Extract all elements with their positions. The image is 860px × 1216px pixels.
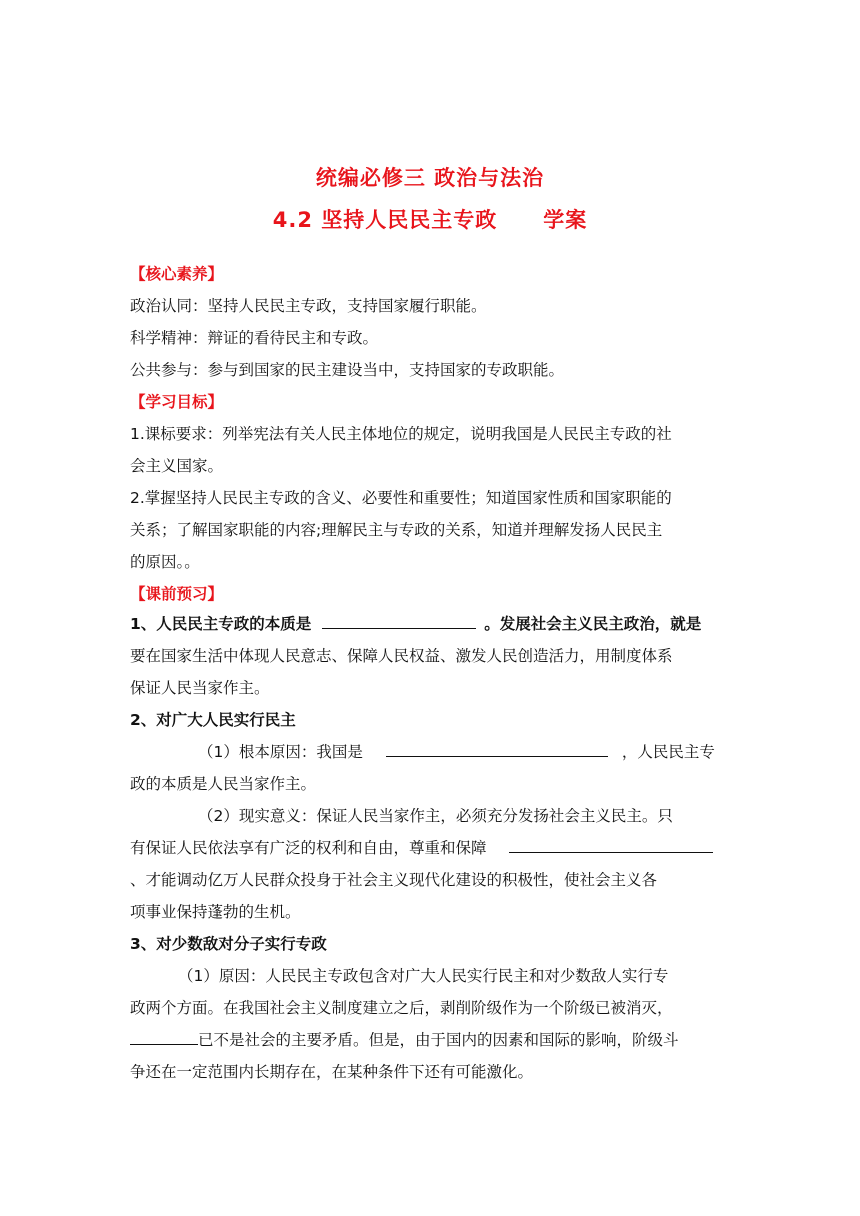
question-2-line: 政的本质是人民当家作主。 [130, 775, 317, 793]
lesson-title-right: 学案 [543, 208, 588, 232]
question-2-point-1-suffix: ，人民民主专 [621, 743, 715, 761]
question-2-line: 、才能调动亿万人民群众投身于社会主义现代化建设的积极性，使社会主义各 [130, 871, 658, 889]
question-1-line: 保证人民当家作主。 [130, 679, 270, 697]
lesson-title [0, 204, 860, 234]
question-3-line: 政两个方面。在我国社会主义制度建立之后，剥削阶级作为一个阶级已被消灭， [130, 999, 673, 1017]
question-2-heading: 2、对广大人民实行民主 [130, 711, 296, 729]
question-2-point-1 [198, 740, 715, 762]
section-heading-goals: 【学习目标】 [130, 393, 224, 411]
question-3-line-suffix: 已不是社会的主要矛盾。但是，由于国内的因素和国际的影响，阶级斗 [198, 1031, 679, 1049]
goals-line: 2.掌握坚持人民民主专政的含义、必要性和重要性；知道国家性质和国家职能的 [130, 489, 672, 507]
core-line: 公共参与：参与到国家的民主建设当中，支持国家的专政职能。 [130, 361, 565, 379]
fill-blank-4[interactable] [130, 1030, 198, 1045]
question-2-point-1-prefix: （1）根本原因：我国是 [198, 743, 363, 761]
goals-line: 关系；了解国家职能的内容;理解民主与专政的关系，知道并理解发扬人民民主 [130, 521, 663, 539]
core-line: 政治认同：坚持人民民主专政，支持国家履行职能。 [130, 297, 487, 315]
fill-blank-2[interactable] [386, 742, 608, 757]
question-1-line [130, 612, 701, 634]
question-2-line [130, 836, 713, 858]
core-line: 科学精神：辩证的看待民主和专政。 [130, 329, 379, 347]
lesson-title-left: 4.2 坚持人民民主专政 [272, 208, 498, 232]
goals-line: 会主义国家。 [130, 457, 224, 475]
question-1-prefix: 1、人民民主专政的本质是 [130, 615, 312, 633]
question-2-point-2: （2）现实意义：保证人民当家作主，必须充分发扬社会主义民主。只 [198, 807, 673, 825]
goals-line: 1.课标要求：列举宪法有关人民主体地位的规定，说明我国是人民民主专政的社 [130, 425, 672, 443]
question-3-line [130, 1028, 679, 1050]
question-2-line: 项事业保持蓬勃的生机。 [130, 903, 301, 921]
document-title: 统编必修三 政治与法治 [315, 166, 545, 190]
fill-blank-3[interactable] [509, 838, 713, 853]
question-2-line-prefix: 有保证人民依法享有广泛的权利和自由，尊重和保障 [130, 839, 487, 857]
section-heading-core: 【核心素养】 [130, 265, 224, 283]
goals-line: 的原因。。 [130, 553, 200, 571]
fill-blank-1[interactable] [322, 614, 476, 629]
question-1-line: 要在国家生活中体现人民意志、保障人民权益、激发人民创造活力，用制度体系 [130, 647, 673, 665]
section-heading-preview: 【课前预习】 [130, 585, 224, 603]
question-3-line: 争还在一定范围内长期存在，在某种条件下还有可能激化。 [130, 1063, 534, 1081]
question-1-suffix: 。发展社会主义民主政治，就是 [484, 615, 702, 633]
question-3-heading: 3、对少数敌对分子实行专政 [130, 935, 327, 953]
question-3-point-1: （1）原因：人民民主专政包含对广大人民实行民主和对少数敌人实行专 [178, 967, 669, 985]
